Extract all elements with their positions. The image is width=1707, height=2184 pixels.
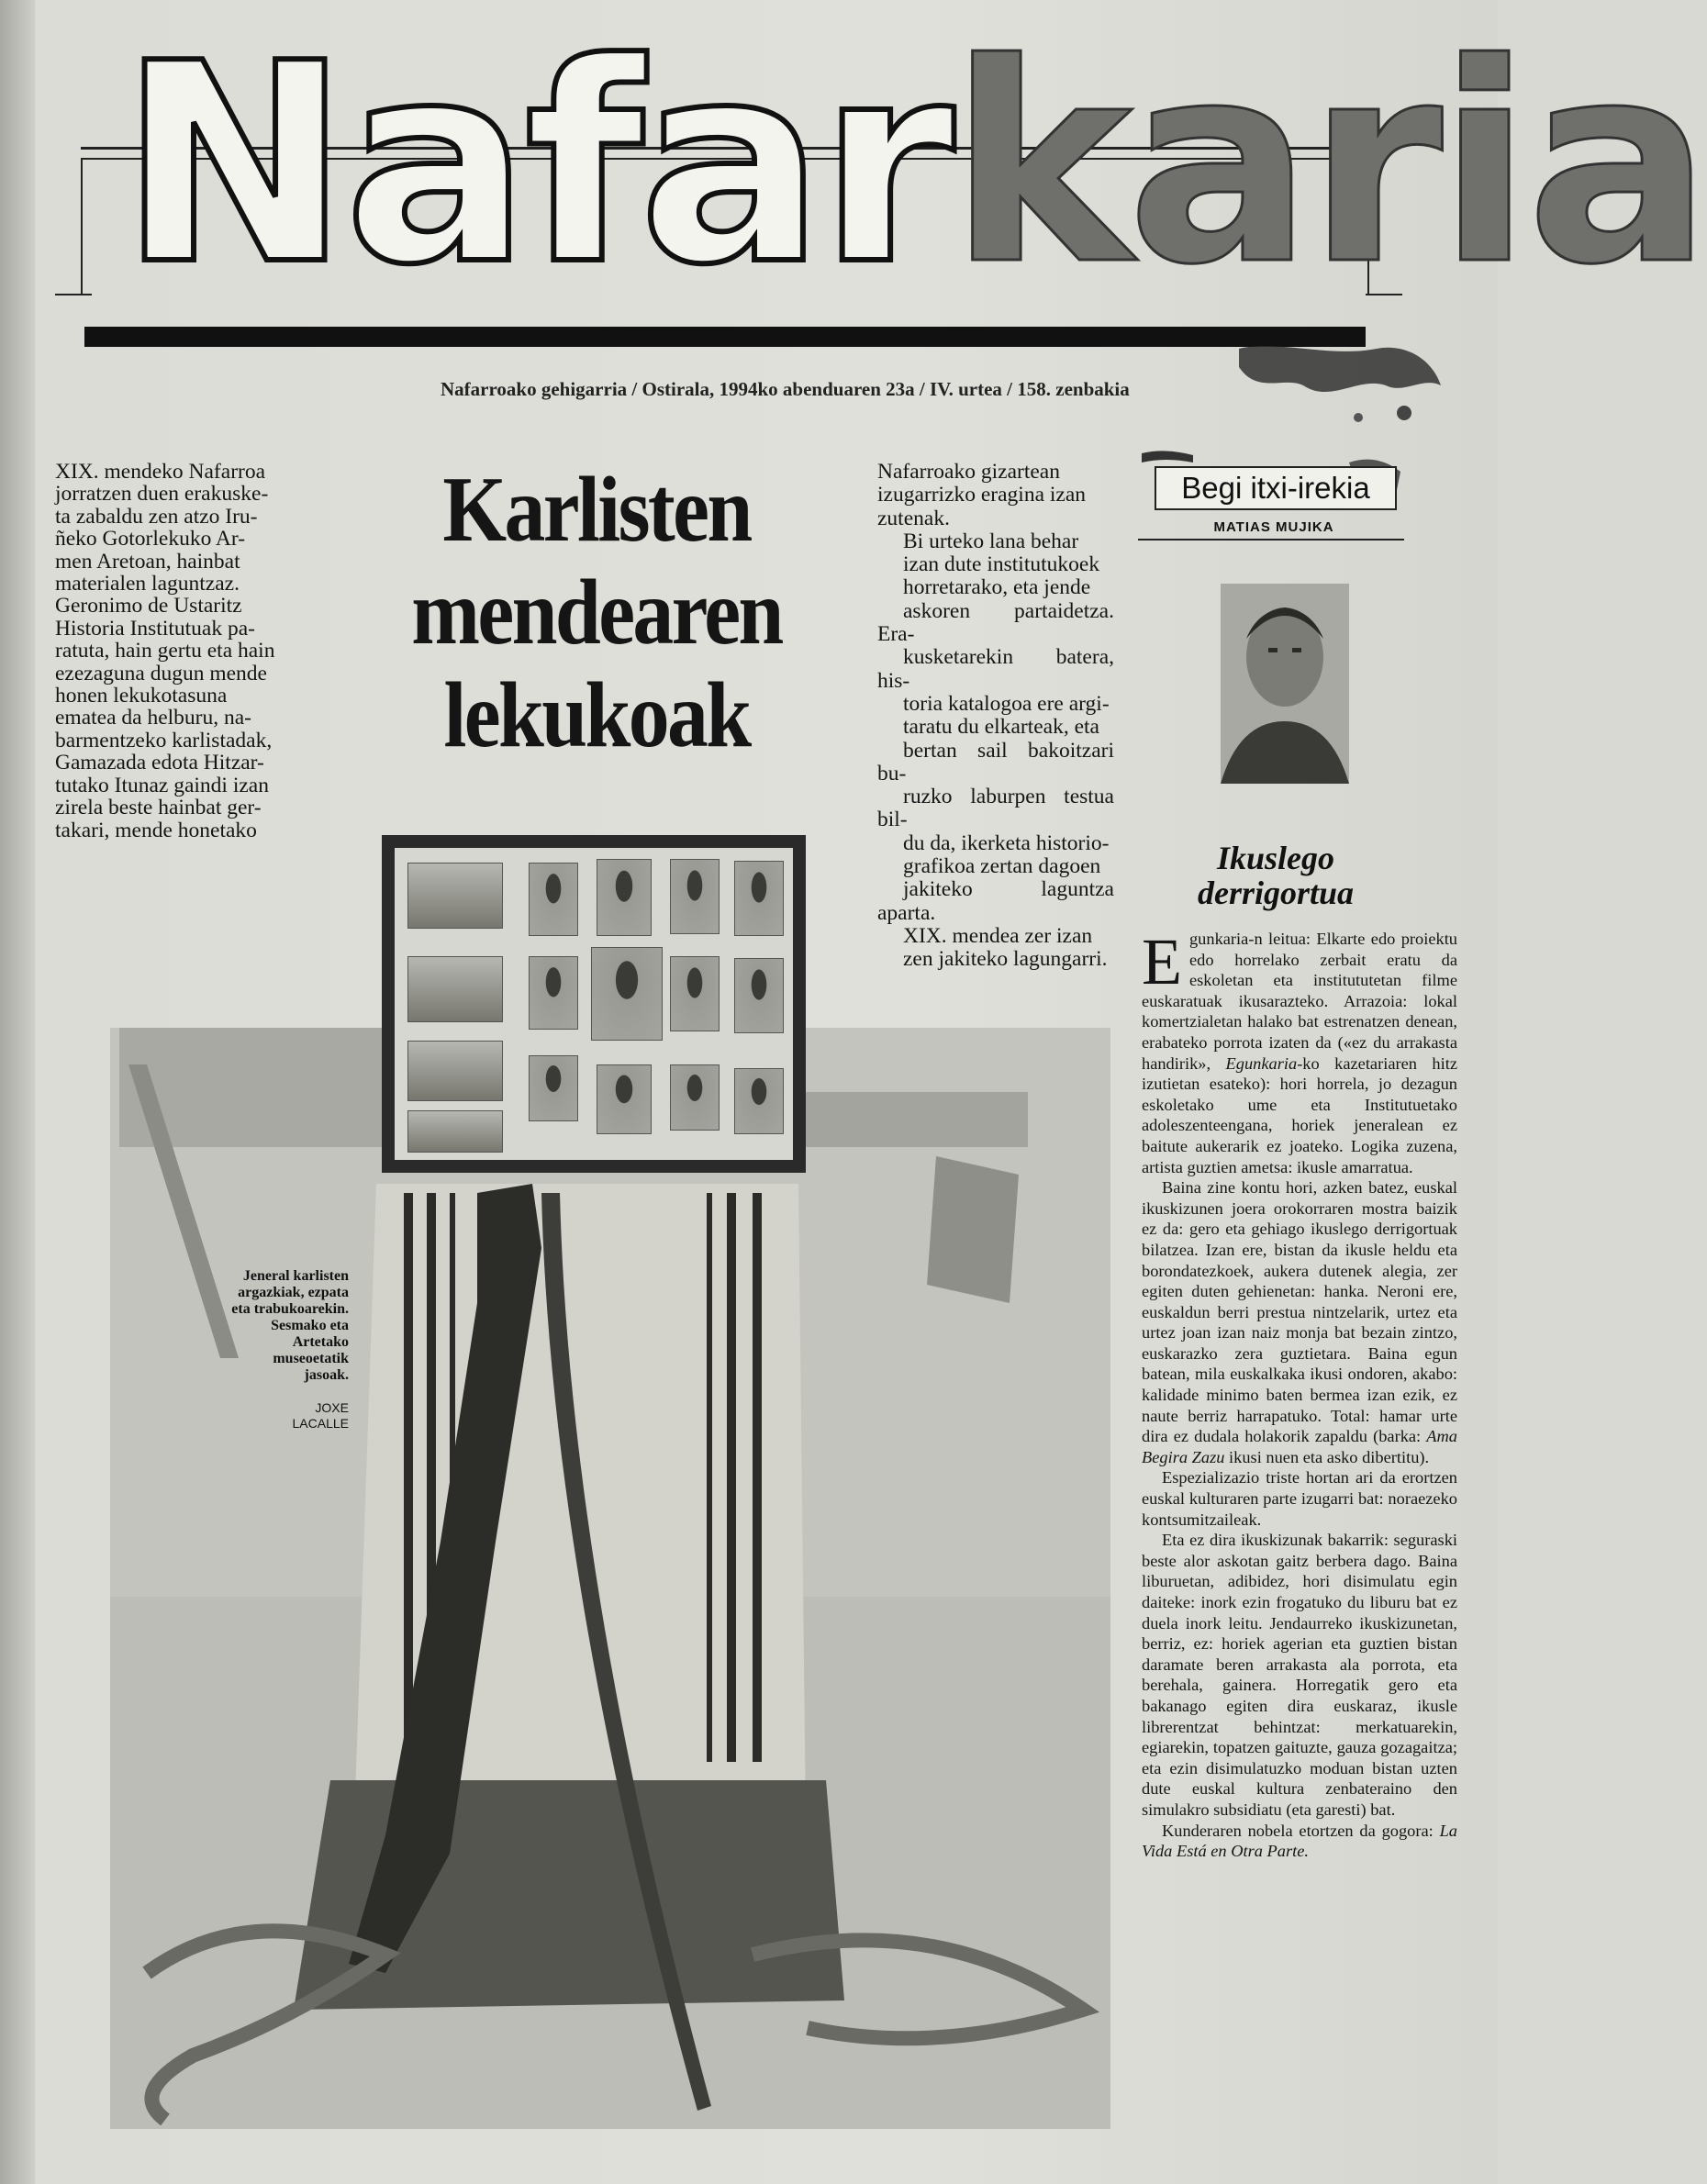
left-column-line: Gamazada edota Hitzar- <box>55 751 264 775</box>
mid-column-line: Bi urteko lana behar <box>903 529 1079 553</box>
paragraph-text: Baina zine kontu hori, azken batez, euskal ikuskizunen joera orokorraren mostra baizik ez da: gero eta gehiago ikuslego derrigortuak bilatzea. Izan ere, bistan da ikusle heldu eta borondatezkoek, aukera dutenek alegia, zer egiten duten gehienetan: hanka. Neroni ere, euskaldun berri prestua nintzelarik, urtez eta urtez joan izan naiz monja bat bezain zintzo, euskarazko zera guztietara. Baina egun batean, mila euskalkaka ikusi ondoren, akabo: kalidade minimo baten bermea izan ezik, ez naute berriz harrapatuko. Total: hamar urte dira ez dudala holakorik zapaldu (barka: <box>1142 1178 1457 1446</box>
left-column-line: materialen laguntzaz. <box>55 572 240 596</box>
masthead-rule-left <box>55 294 92 295</box>
left-column-line: jorratzen duen erakuske- <box>55 482 269 507</box>
mid-column-line: kusketarekin batera, his- <box>877 645 1114 693</box>
article-photo <box>110 1028 1110 2129</box>
left-column-line: ta zabaldu zen atzo Iru- <box>55 504 258 529</box>
left-column-line: barmentzeko karlistadak, <box>55 728 273 752</box>
paragraph-text: ikusi nuen eta asko dibertitu). <box>1229 1447 1430 1466</box>
photo-thumbnail <box>407 1041 503 1101</box>
left-column-line: XIX. mendeko Nafarroa <box>55 460 266 484</box>
caption-line: Artetako <box>292 1334 349 1350</box>
headline-line: Karlisten <box>442 458 751 562</box>
caption-line: museoetatik <box>273 1351 349 1366</box>
column-body <box>1142 925 1457 1862</box>
page-gutter <box>0 0 35 2184</box>
mid-column-line: izan dute institutukoek <box>903 552 1100 577</box>
mid-column-line: toria katalogoa ere argi- <box>903 691 1110 716</box>
column-paragraph <box>1142 925 1457 1177</box>
column-section-title: Begi itxi-irekia <box>1155 466 1397 510</box>
mid-column-line: XIX. mendea zer izan <box>903 923 1093 948</box>
photo-thumbnail <box>407 1110 503 1153</box>
photo-illustration <box>110 1028 1110 2129</box>
article-headline <box>403 459 790 767</box>
mid-column-line: zutenak. <box>877 506 950 530</box>
mid-paragraph-2 <box>877 530 1114 972</box>
mid-column-line: Nafarroako gizartean <box>877 460 1060 484</box>
photo-thumbnail <box>407 863 503 929</box>
portrait-thumbnail <box>670 1064 720 1131</box>
left-column-line: men Aretoan, hainbat <box>55 549 240 574</box>
emphasis-text: Egunkaria <box>1225 1053 1298 1073</box>
caption-line: jasoak. <box>304 1367 349 1383</box>
article-left-column <box>55 461 330 841</box>
portrait-grid <box>395 848 793 1160</box>
masthead-title-part1: Nafar <box>119 5 950 325</box>
portrait-thumbnail <box>529 1055 578 1121</box>
caption-line: Jeneral karlisten <box>242 1268 349 1284</box>
paragraph-text: Kunderaren nobela etortzen da gogora: <box>1162 1821 1434 1840</box>
mid-paragraph-1 <box>877 461 1114 530</box>
ink-splatter-decoration <box>1221 330 1450 431</box>
caption-line: Sesmako eta <box>271 1318 349 1333</box>
left-column-line: ezezaguna dugun mende <box>55 661 267 685</box>
left-column-line: ñeko Gotorlekuko Ar- <box>55 527 246 552</box>
subtitle-line: derrigortua <box>1197 875 1355 911</box>
left-column-line: honen lekukotasuna <box>55 684 228 708</box>
mid-column-line: ruzko laburpen testua bil- <box>877 785 1114 832</box>
portrait-thumbnail <box>591 947 663 1041</box>
caption-line: argazkiak, ezpata <box>238 1285 349 1300</box>
column-paragraph <box>1142 1177 1457 1467</box>
masthead-title-part2: karia <box>949 5 1707 325</box>
left-column-line: zirela beste hainbat ger- <box>55 796 262 820</box>
caption-line: eta trabukoarekin. <box>231 1301 349 1317</box>
headline-line: lekukoak <box>443 663 750 767</box>
portrait-thumbnail <box>529 863 578 936</box>
credit-line: LACALLE <box>292 1416 349 1431</box>
photo-credit <box>165 1400 349 1432</box>
masthead-title <box>119 5 1707 325</box>
mid-column-line: izugarrizko eragina izan <box>877 483 1087 507</box>
left-column-line: ratuta, hain gertu eta hain <box>55 639 275 663</box>
author-photo <box>1221 584 1349 784</box>
paragraph-text: -ko kazetariaren hitz izutietan esateko): hori horrela, jo dezagun eskoletako ume eta Institutuetako adoleszenteengana, horiek jeneralean ez baitute aukerarik ez joateko. Logika zuzena, artista guztien ametsa: ikusle amarratua. <box>1142 1053 1457 1176</box>
portrait-thumbnail <box>597 859 652 936</box>
portrait-thumbnail <box>670 956 720 1031</box>
article-mid-column <box>877 461 1114 972</box>
portrait-thumbnail <box>734 1068 784 1134</box>
author-portrait <box>1221 584 1349 784</box>
left-column-line: tutako Itunaz gaindi izan <box>55 773 269 797</box>
left-column-line: takari, mende honetako <box>55 818 257 842</box>
left-column-line: Geronimo de Ustaritz <box>55 594 242 618</box>
mid-column-line: askoren partaidetza. Era- <box>877 598 1114 647</box>
dateline: Nafarroako gehigarria / Ostirala, 1994ko abenduaren 23a / IV. urtea / 158. zenbakia <box>441 378 1130 400</box>
photo-thumbnail <box>407 956 503 1022</box>
mid-column-line: bertan sail bakoitzari bu- <box>877 738 1114 786</box>
column-rule <box>1138 539 1404 540</box>
mid-column-line: du da, ikerketa historio- <box>903 830 1110 855</box>
column-paragraph <box>1142 1821 1457 1862</box>
mid-column-line: jakiteko laguntza aparta. <box>877 877 1114 925</box>
portrait-thumbnail <box>597 1064 652 1134</box>
subtitle-line: Ikuslego <box>1216 840 1335 876</box>
left-column-line: ematea da helburu, na- <box>55 706 252 730</box>
mid-column-line: grafikoa zertan dagoen <box>903 854 1101 879</box>
mid-column-line: horretarako, eta jende <box>903 575 1091 600</box>
headline-line: mendearen <box>411 561 782 664</box>
left-column-line: Historia Institutuak pa- <box>55 616 255 641</box>
mid-column-line: taratu du elkarteak, eta <box>903 715 1099 740</box>
portrait-thumbnail <box>670 859 720 934</box>
column-author: MATIAS MUJIKA <box>1213 519 1334 535</box>
column-subtitle <box>1138 841 1413 910</box>
dropcap: E <box>1142 925 1182 998</box>
photo-caption <box>165 1268 349 1384</box>
column-paragraph: Eta ez dira ikuskizunak bakarrik: seguraski beste alor askotan gaitz berbera dago. Baina liburuetan, adibidez, hori disimulatu egin daiteke: inork ezin frogatuko du liburu bat ez duela inork leitu. Jendaurreko ikuskizunetan, berriz, ez: horiek agerian eta guztien bistan daramate beren arrakasta ala porrota, eta berehala, gainera. Horregatik gero eta bakanago egiten dira euskaraz, ikusle librerentzat behintzat: merkatuarekin, egiarekin, topatzen gaituzte, gauza gozagaitza; eta ezin disimulatuzko moduan bistan uzten dute euskal kultura zenbateraino den simulakro subsidiatu (eta garesti) bat. <box>1142 1531 1457 1819</box>
column-paragraph: Espezializazio triste hortan ari da erortzen euskal kulturaren parte izugarri bat: noraezeko kontsumitzaileak. <box>1142 1468 1457 1529</box>
portrait-thumbnail <box>529 956 578 1030</box>
paragraph-text: gunkaria-n leitua: Elkarte edo proiektu edo horrelako zerbait eratu da eskoletan eta institututetan filme euskaratuak ikusarazteko. Arrazoia: lokal komertzialetan halako bat estrenatzen denean, erabateko porrota izaten da («ez du arrakasta handirik», <box>1142 930 1457 1073</box>
emphasis-text: La Vida Está en Otra Parte. <box>1142 1821 1457 1861</box>
portrait-frame <box>382 835 806 1173</box>
portrait-thumbnail <box>734 958 784 1033</box>
portrait-thumbnail <box>734 861 784 936</box>
masthead-thick-rule <box>84 327 1366 347</box>
mid-column-line: zen jakiteko lagungarri. <box>903 947 1108 972</box>
credit-line: JOXE <box>315 1400 349 1415</box>
emphasis-text: Ama Begira Zazu <box>1142 1427 1457 1466</box>
